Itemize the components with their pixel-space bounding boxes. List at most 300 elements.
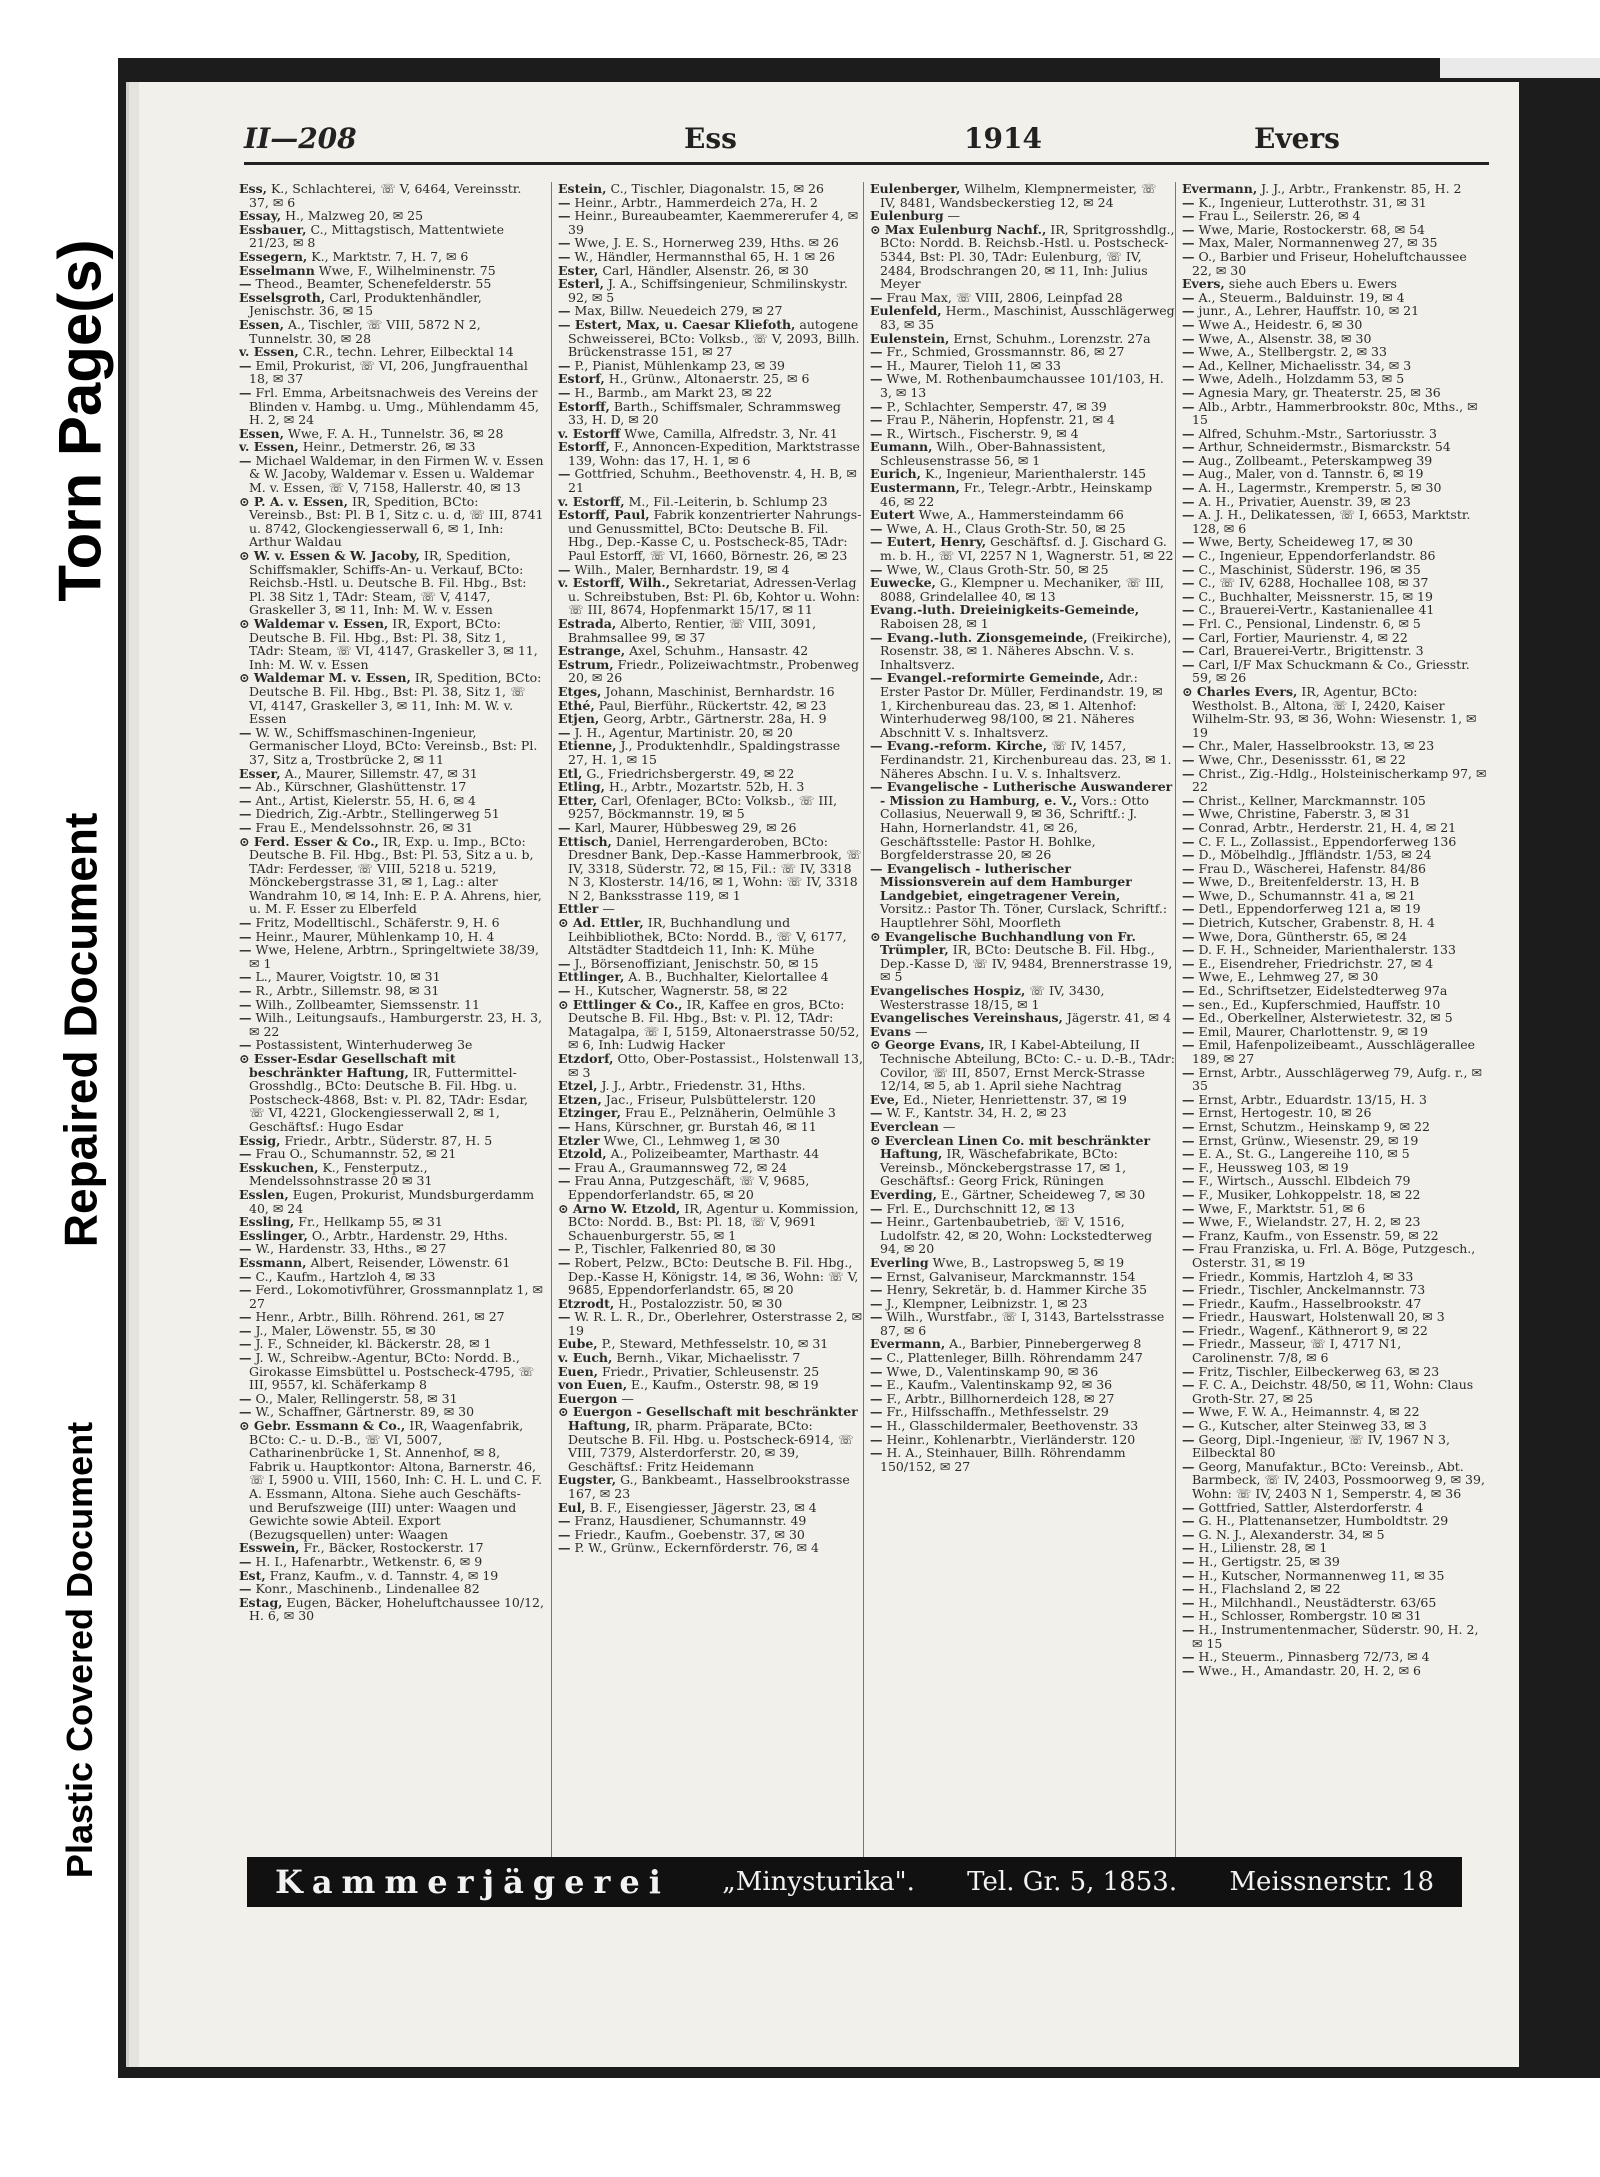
directory-entry (870, 1351, 1175, 1365)
entry-name: — (558, 819, 571, 835)
entry-name: Eutert (870, 507, 915, 523)
entry-name: v. Essen, (239, 439, 299, 455)
entry-name: Evans (870, 1023, 912, 1039)
directory-entry (1182, 1147, 1487, 1161)
entry-details: Georg, Arbtr., Gärtnerstr. 28a, H. 9 (603, 711, 827, 727)
entry-name: — (239, 1241, 252, 1257)
directory-entry (558, 427, 863, 441)
entry-name: Essling, (239, 1214, 295, 1230)
entry-name: Estorff, (558, 398, 610, 414)
directory-entry (558, 970, 863, 984)
entry-details: (Freikirche), Rosenstr. 38, ✉ 1. Näheres Abschn. V. s. Inhaltsverz. (880, 629, 1172, 672)
entry-details: Aug., Maler, von d. Tannstr. 6, ✉ 19 (1198, 466, 1424, 482)
entry-name: — (239, 724, 252, 740)
entry-name: — (1182, 357, 1195, 373)
entry-details: W., Hardenstr. 33, Hths., ✉ 27 (255, 1241, 447, 1257)
entry-details: Friedr., Arbtr., Süderstr. 87, H. 5 (284, 1132, 493, 1148)
entry-details: C., Ingenieur, Eppendorferlandstr. 86 (1198, 548, 1436, 564)
entry-details: Eugen, Prokurist, Mundsburgerdamm 40, ✉ 24 (249, 1186, 535, 1216)
entry-details: Heinr., Kohlenarbtr., Vierländerstr. 120 (886, 1431, 1136, 1447)
entry-details: M., Fil.-Leiterin, b. Schlump 23 (628, 493, 828, 509)
entry-name: — Estert, Max, u. Caesar Kliefoth, (558, 316, 796, 332)
directory-entry (1182, 209, 1487, 223)
directory-entry (1182, 236, 1487, 250)
entry-details: Wwe, D., Valentinskamp 90, ✉ 36 (886, 1363, 1099, 1379)
entry-details: Franz, Kaufm., von Essenstr. 59, ✉ 22 (1198, 1227, 1439, 1243)
directory-entry (558, 1528, 863, 1542)
directory-entry (239, 1405, 544, 1419)
entry-details: Frau Franziska, u. Frl. A. Böge, Putzgesch., Osterstr. 31, ✉ 19 (1192, 1241, 1476, 1270)
directory-entry (239, 1310, 544, 1324)
entry-name: — (1182, 806, 1195, 822)
entry-name: — (1182, 1309, 1195, 1325)
entry-details: H., Barmb., am Markt 23, ✉ 22 (574, 384, 772, 400)
entry-name: Essen, (239, 316, 284, 332)
directory-entry (870, 1215, 1175, 1256)
entry-name: — (870, 1282, 883, 1298)
directory-entry (1182, 454, 1487, 468)
directory-entry (1182, 1134, 1487, 1148)
entry-details: A. H., Lagermstr., Kremperstr. 5, ✉ 30 (1198, 480, 1442, 496)
directory-entry (870, 1405, 1175, 1419)
directory-column-4 (1175, 182, 1487, 1867)
entry-details: Barth., Schiffsmaler, Schrammsweg 33, H. D, ✉ 20 (568, 398, 841, 428)
entry-details: A. H., Privatier, Auenstr. 39, ✉ 23 (1198, 493, 1411, 509)
directory-entry (558, 196, 863, 210)
directory-entry (239, 182, 544, 209)
entry-name: — (1182, 1037, 1195, 1053)
entry-details: Ernst, Schuhm., Lorenzstr. 27a (953, 330, 1151, 346)
entry-details: Heinr., Detmerstr. 26, ✉ 33 (302, 439, 476, 455)
entry-name: — (1182, 765, 1195, 781)
directory-entry (870, 1283, 1175, 1297)
entry-name: — (870, 1350, 883, 1366)
directory-entry (1182, 1582, 1487, 1596)
entry-details: ☏ IV, 1457, Ferdinandstr. 21, Kirchenbureau das. 23, ✉ 1. Näheres Abschn. I u. V. s. Inhaltsverz. (880, 738, 1172, 781)
directory-entry (558, 1351, 863, 1365)
entry-details: IR, Buchhandlung und Leihbibliothek, BCto: Nordd. B., ☏ V, 6177, Altstädter Stadtdeich 11, Inh: K. Mühe (568, 915, 847, 958)
entry-name: Etjen, (558, 711, 600, 727)
entry-name: — (1182, 1105, 1195, 1121)
directory-entry (558, 1242, 863, 1256)
entry-details: H., Flachsland 2, ✉ 22 (1198, 1581, 1341, 1597)
entry-name: — (558, 1241, 571, 1257)
directory-entry (1182, 889, 1487, 903)
directory-entry (239, 277, 544, 291)
directory-entry (1182, 1270, 1487, 1284)
entry-details: Emil, Hafenpolizeibeamt., Ausschlägerallee 189, ✉ 27 (1192, 1037, 1476, 1066)
entry-name: — (1182, 738, 1195, 754)
directory-entry (1182, 1405, 1487, 1419)
directory-entry (239, 549, 544, 617)
entry-details: Wwe, A., Stellbergstr. 2, ✉ 33 (1198, 344, 1387, 360)
entry-name: — (239, 1322, 252, 1338)
entry-name: — (1182, 1608, 1195, 1624)
entry-name: Everding, (870, 1186, 937, 1202)
entry-name: Esselmann (239, 262, 315, 278)
directory-entry (870, 1310, 1175, 1337)
entry-details: Eugen, Bäcker, Hoheluftchaussee 10/12, H. 6, ✉ 30 (249, 1594, 544, 1624)
entry-name: Esskuchen, (239, 1159, 319, 1175)
directory-entry (1182, 1514, 1487, 1528)
directory-entry (558, 400, 863, 427)
entry-name: — (239, 983, 252, 999)
entry-name: — (239, 996, 252, 1012)
entry-details: K., Schlachterei, ☏ V, 6464, Vereinsstr. 37, ✉ 6 (249, 182, 522, 210)
directory-entry (558, 359, 863, 373)
directory-entry (870, 345, 1175, 359)
directory-entry (239, 617, 544, 671)
entry-name: Estrange, (558, 643, 626, 659)
directory-entry (870, 400, 1175, 414)
directory-entry (558, 644, 863, 658)
directory-entry (1182, 794, 1487, 808)
entry-details: Fr., Telegr.-Arbtr., Heinskamp 46, ✉ 22 (880, 480, 1153, 509)
directory-entry (239, 345, 544, 359)
entry-details: H., Glasschildermaler, Beethovenstr. 33 (886, 1418, 1139, 1434)
entry-details: Wwe, E., Lehmweg 27, ✉ 30 (1198, 969, 1379, 985)
entry-name: Eurich, (870, 466, 922, 482)
entry-name: — (1182, 860, 1195, 876)
label-plastic-text: Plastic Covered Document (59, 1421, 101, 1879)
entry-name: — (1182, 1064, 1195, 1080)
entry-details: Max, Billw. Neuedeich 279, ✉ 27 (574, 303, 783, 319)
entry-name: — (870, 1295, 883, 1311)
entry-details: Frl. E., Durchschnitt 12, ✉ 13 (886, 1200, 1075, 1216)
directory-entry (239, 1324, 544, 1338)
directory-entry (1182, 916, 1487, 930)
entry-name: — (1182, 248, 1195, 264)
entry-name: — (1182, 996, 1195, 1012)
entry-name: Essegern, (239, 248, 308, 264)
entry-name: Euwecke, (870, 575, 936, 591)
entry-name: — (239, 779, 252, 795)
directory-entry (239, 835, 544, 917)
entry-details: Ernst, Arbtr., Eduardstr. 13/15, H. 3 (1198, 1091, 1427, 1107)
entry-details: F., Musiker, Lohkoppelstr. 18, ✉ 22 (1198, 1186, 1421, 1202)
entry-details: J. F., Schneider, kl. Bäckerstr. 28, ✉ 1 (255, 1336, 492, 1352)
entry-details: C.R., techn. Lehrer, Eilbecktal 14 (302, 344, 514, 360)
entry-details: Conrad, Arbtr., Herderstr. 21, H. 4, ✉ 21 (1198, 819, 1457, 835)
entry-details: E., Kaufm., Osterstr. 98, ✉ 19 (631, 1377, 819, 1393)
entry-name: — (1182, 1322, 1195, 1338)
directory-entry (239, 264, 544, 278)
entry-details: autogene Schweisserei, BCto: Volksb., ☏ V, 2093, Billh. Brückenstrasse 151, ✉ 27 (568, 316, 860, 360)
entry-name: Etienne, (558, 738, 617, 754)
entry-details: L., Maurer, Voigtstr. 10, ✉ 31 (255, 969, 441, 985)
entry-name: Etzen, (558, 1091, 602, 1107)
entry-details: — (947, 208, 961, 224)
directory-entry (239, 807, 544, 821)
directory-entry (239, 440, 544, 454)
entry-details: K., Fensterputz., Mendelssohnstrasse 20 ✉ 31 (249, 1159, 433, 1189)
entry-name: — (870, 1445, 883, 1461)
entry-name: — (558, 1173, 571, 1189)
advertisement-banner (247, 1857, 1462, 1907)
label-repaired-text: Repaired Document (54, 812, 106, 1248)
entry-name: — (1182, 1404, 1195, 1420)
directory-entry (239, 1229, 544, 1243)
directory-entry (1182, 1106, 1487, 1120)
entry-details: E., Kaufm., Valentinskamp 92, ✉ 36 (886, 1377, 1113, 1393)
entry-name: — (558, 955, 571, 971)
entry-details: Geschäftsf. d. J. Gischard G. m. b. H., ☏ VI, 2257 N 1, Wagnerstr. 51, ✉ 22 (880, 534, 1174, 564)
entry-details: Chr., Maler, Hasselbrookstr. 13, ✉ 23 (1198, 738, 1435, 754)
entry-name: — (1182, 480, 1195, 496)
entry-details: Wwe, A. H., Claus Groth-Str. 50, ✉ 25 (886, 520, 1126, 536)
entry-details: Wilh., Zollbeamter, Siemssenstr. 11 (255, 996, 480, 1012)
entry-details: ☏ IV, 3430, Westerstrasse 18/15, ✉ 1 (880, 983, 1105, 1012)
directory-entry (558, 1134, 863, 1148)
directory-entry (870, 427, 1175, 441)
entry-details: Frau L., Seilerstr. 26, ✉ 4 (1198, 208, 1361, 224)
entry-details: Carl, I/F Max Schuckmann & Co., Griesstr. 59, ✉ 26 (1192, 656, 1470, 686)
entry-details: Robert, Pelzw., BCto: Deutsche B. Fil. Hbg., Dep.-Kasse H, Königstr. 14, ✉ 36, Wohn: ☏ V, 9685, Eppendorferlandstr. 65, ✉ 20 (568, 1254, 859, 1298)
entry-details: IR, Futtermittel-Grosshdlg., BCto: Deutsche B. Fil. Hbg. u. Postscheck-4868, Bst: v. Pl. 82, TAdr: Esdar, ☏ VI, 4221, Glockengiesserwall 2, ✉ 1, Geschäftsf.: Hugo Esdar (249, 1064, 529, 1134)
directory-entry (1182, 535, 1487, 549)
directory-entry (1182, 291, 1487, 305)
entry-details: Heinr., Arbtr., Hammerdeich 27a, H. 2 (574, 194, 818, 210)
directory-entry (1182, 1596, 1487, 1610)
entry-details: Wwe, Cl., Lehmweg 1, ✉ 30 (603, 1132, 780, 1148)
directory-entry (1182, 576, 1487, 590)
directory-column-1 (239, 182, 544, 1867)
entry-details: Friedr., Masseur, ☏ I, 4717 N1, Carolinenstr. 7/8, ✉ 6 (1192, 1336, 1402, 1366)
entry-name: — (1182, 928, 1195, 944)
directory-entry (239, 916, 544, 930)
directory-entry (870, 413, 1175, 427)
entry-name: — (870, 1105, 883, 1121)
directory-entry (1182, 400, 1487, 427)
directory-entry (870, 291, 1175, 305)
entry-name: — (1182, 575, 1195, 591)
entry-details: Axel, Schuhm., Hansastr. 42 (629, 643, 809, 659)
entry-name: Eugster, (558, 1472, 617, 1488)
directory-entry (1182, 549, 1487, 563)
entry-details: Wwe, Marie, Rostockerstr. 68, ✉ 54 (1198, 221, 1425, 237)
entry-details: W. F., Kantstr. 34, H. 2, ✉ 23 (886, 1105, 1067, 1121)
entry-details: IR, I Kabel-Abteilung, II Technische Abteilung, BCto: C.- u. D.-B., TAdr: Covilor, ☏ III, 8507, Ernst Merck-Strasse 12/14, ✉ 5, ab 1. April siehe Nachtrag (880, 1037, 1175, 1094)
directory-entry (558, 508, 863, 562)
entry-name: — (1182, 1418, 1195, 1434)
directory-entry (1182, 1025, 1487, 1039)
entry-name: — (1182, 561, 1195, 577)
directory-entry (870, 481, 1175, 508)
entry-details: F., Annoncen-Expedition, Marktstrasse 139, Wohn: das 17, H. 1, ✉ 6 (568, 439, 860, 468)
directory-entry (239, 209, 544, 223)
directory-entry (1182, 495, 1487, 509)
entry-name: — (558, 1540, 571, 1556)
directory-entry (239, 1134, 544, 1148)
directory-page (126, 82, 1519, 2067)
entry-name: — (1182, 1363, 1195, 1379)
directory-entry (870, 739, 1175, 780)
entry-name: — (239, 452, 252, 468)
entry-name: — (1182, 1146, 1195, 1162)
directory-entry (870, 1270, 1175, 1284)
directory-entry (870, 1025, 1175, 1039)
directory-entry (1182, 970, 1487, 984)
entry-details: Wwe, A., Alsenstr. 38, ✉ 30 (1198, 330, 1372, 346)
directory-entry (1182, 1555, 1487, 1569)
entry-name: Estrada, (558, 616, 617, 631)
directory-entry (239, 1147, 544, 1161)
entry-details: Fr., Hilfsschaffn., Methfesselstr. 29 (886, 1404, 1109, 1420)
directory-entry (870, 372, 1175, 399)
entry-details: C., Kaufm., Hartzloh 4, ✉ 33 (255, 1268, 436, 1284)
directory-entry (1182, 250, 1487, 277)
directory-entry (870, 1446, 1175, 1473)
directory-entry (870, 467, 1175, 481)
entry-details: — (915, 1023, 928, 1039)
entry-details: Vorsitz.: Pastor Th. Töner, Curslack, Schriftf.: Hauptlehrer Söhl, Moorfleth (880, 901, 1168, 931)
entry-details: Herm., Maschinist, Ausschlägerweg 83, ✉ 35 (880, 303, 1175, 332)
entry-name: Esterl, (558, 276, 604, 292)
entry-name: Ess, (239, 182, 267, 196)
directory-entry (558, 1501, 863, 1515)
entry-name: ⊙ Ferd. Esser & Co., (239, 833, 379, 849)
entry-details: W., Schaffner, Gärtnerstr. 89, ✉ 30 (255, 1404, 475, 1420)
directory-entry (1182, 1229, 1487, 1243)
entry-details: J. H., Agentur, Martinistr. 20, ✉ 20 (574, 724, 793, 740)
directory-entry (1182, 1433, 1487, 1460)
entry-details: P., Pianist, Mühlenkamp 23, ✉ 39 (574, 357, 785, 373)
entry-name: — (870, 1431, 883, 1447)
entry-name: — (1182, 792, 1195, 808)
directory-entry (558, 440, 863, 467)
directory-entry (1182, 277, 1487, 291)
directory-entry (239, 1337, 544, 1351)
entry-name: ⊙ P. A. v. Essen, (239, 493, 348, 509)
entry-name: — Evangelisch - lutherischer Missionsverein auf dem Hamburger Landgebiet, eingetragener Verein, (870, 860, 1132, 903)
directory-entry (558, 372, 863, 386)
directory-entry (1182, 984, 1487, 998)
entry-details: Dietrich, Kutscher, Grabenstr. 8, H. 4 (1198, 915, 1435, 931)
entry-name: ⊙ Arno W. Etzold, (558, 1200, 681, 1216)
entry-name: Evers, (1182, 276, 1225, 292)
entry-details: Frau A., Graumannsweg 72, ✉ 24 (574, 1159, 788, 1175)
entry-details: H., Steuerm., Pinnasberg 72/73, ✉ 4 (1198, 1649, 1430, 1665)
directory-entry (239, 1569, 544, 1583)
entry-name: — (1182, 194, 1195, 210)
entry-name: — (1182, 1159, 1195, 1175)
directory-entry (558, 1106, 863, 1120)
entry-details: Wwe, F. A. H., Tunnelstr. 36, ✉ 28 (287, 425, 504, 441)
directory-entry (1182, 196, 1487, 210)
entry-details: J., Maler, Löwenstr. 55, ✉ 30 (255, 1322, 436, 1338)
entry-details: H., Kutscher, Normannenweg 11, ✉ 35 (1198, 1567, 1445, 1583)
entry-details: Wwe, Adelh., Holzdamm 53, ✉ 5 (1198, 371, 1405, 387)
directory-entry (1182, 1609, 1487, 1623)
entry-details: Ernst, Grünw., Wiesenstr. 29, ✉ 19 (1198, 1132, 1419, 1148)
directory-entry (239, 1052, 544, 1134)
entry-name: — (239, 969, 252, 985)
entry-name: — (1182, 1553, 1195, 1569)
entry-details: Fritz, Modelltischl., Schäferstr. 9, H. 6 (255, 915, 500, 931)
directory-entry (558, 1147, 863, 1161)
directory-entry (1182, 1066, 1487, 1093)
entry-name: — (1182, 1581, 1195, 1597)
directory-entry (558, 617, 863, 644)
entry-details: P., Schlachter, Semperstr. 47, ✉ 39 (886, 398, 1107, 414)
directory-entry (558, 902, 863, 916)
directory-entry (239, 1283, 544, 1310)
scan-corner (1440, 58, 1600, 78)
directory-entry (1182, 590, 1487, 604)
directory-entry (1182, 359, 1487, 373)
entry-details: Daniel, Herrengarderoben, BCto: Dresdner Bank, Dep.-Kasse Hammerbrook, ☏ IV, 3318, Süderstr. 72, ✉ 15, Fil.: ☏ IV, 3318 N 3, Klosterstr. 14/16, ✉ 1, Wohn: ☏ IV, 3318 N 2, Banksstrasse 119, ✉ 1 (568, 833, 862, 903)
directory-entry (239, 794, 544, 808)
entry-details: K., Marktstr. 7, H. 7, ✉ 6 (311, 248, 469, 264)
entry-details: P. W., Grünw., Eckernförderstr. 76, ✉ 4 (574, 1540, 819, 1556)
directory-entry (558, 386, 863, 400)
directory-entry (1182, 481, 1487, 495)
entry-details: J., Produktenhdlr., Spaldingstrasse 27, H. 1, ✉ 15 (568, 738, 841, 767)
entry-name: Eumann, (870, 439, 933, 455)
directory-entry (870, 1011, 1175, 1025)
directory-entry (870, 332, 1175, 346)
entry-details: Fr., Hellkamp 55, ✉ 31 (298, 1214, 443, 1230)
directory-entry (1182, 617, 1487, 631)
entry-details: Frau Max, ☏ VIII, 2806, Leinpfad 28 (886, 289, 1123, 305)
entry-name: — (1182, 425, 1195, 441)
entry-name: — (239, 1268, 252, 1284)
entry-details: IR, pharm. Präparate, BCto: Deutsche B. Fil. Hbg. u. Postscheck-6914, ☏ VIII, 7379, Alsterdorferstr. 20, ✉ 39, Geschäftsf.: Fritz Heidemann (568, 1418, 854, 1474)
entry-name: Estorff, Paul, (558, 507, 650, 523)
directory-entry (1182, 1378, 1487, 1405)
entry-name: — (239, 1282, 252, 1298)
directory-entry (558, 699, 863, 713)
entry-details: Fritz, Tischler, Eilbeckerweg 63, ✉ 23 (1198, 1363, 1440, 1379)
directory-entry (870, 1378, 1175, 1392)
entry-details: Friedr., Kaufm., Hasselbrookstr. 47 (1198, 1295, 1422, 1311)
directory-entry (558, 916, 863, 957)
entry-name: — (1182, 751, 1195, 767)
entry-name: — Evangel.-reformirte Gemeinde, (870, 670, 1104, 686)
entry-details: Aug., Zollbeamt., Peterskampweg 39 (1198, 452, 1433, 468)
entry-details: Alb., Arbtr., Hammerbrookstr. 80c, Mths., ✉ 15 (1192, 398, 1478, 428)
directory-entry (1182, 440, 1487, 454)
directory-entry (1182, 1093, 1487, 1107)
entry-name: — (1182, 1173, 1195, 1189)
entry-details: IR, Spedition, BCto: Vereinsb., Bst: Pl. B 1, Sitz c. u. d, ☏ III, 8741 u. 8742, Glockengiesserwall 6, ✉ 1, Inh: Arthur Waldau (249, 493, 544, 550)
entry-details: Carl, Händler, Alsenstr. 26, ✉ 30 (602, 262, 809, 278)
entry-name: — (1182, 452, 1195, 468)
entry-name: — (1182, 344, 1195, 360)
entry-name: — (239, 792, 252, 808)
entry-name: — Eutert, Henry, (870, 534, 987, 550)
directory-entry (558, 1310, 863, 1337)
directory-entry (239, 1242, 544, 1256)
directory-entry (870, 671, 1175, 739)
directory-entry (870, 780, 1175, 862)
entry-details: IR, Spedition, BCto: Deutsche B. Fil. Hbg., Bst: Pl. 38, Sitz 1, ☏ VI, 4147, Graskeller 3, ✉ 11, Inh: M. W. v. Essen (249, 670, 542, 727)
directory-entry (1182, 467, 1487, 481)
directory-entry (239, 943, 544, 970)
entry-name: Esser, (239, 765, 281, 781)
entry-name: Esslen, (239, 1186, 289, 1202)
entry-details: H., Lilienstr. 28, ✉ 1 (1198, 1540, 1328, 1556)
entry-name: Estorf, (558, 371, 605, 387)
entry-name: — (870, 1363, 883, 1379)
entry-details: Wwe, F. W. A., Heimannstr. 4, ✉ 22 (1198, 1404, 1420, 1420)
entry-name: — (1182, 235, 1195, 251)
directory-entry (1182, 1365, 1487, 1379)
entry-details: H., Postalozzistr. 50, ✉ 30 (618, 1295, 783, 1311)
directory-entry (558, 1256, 863, 1297)
entry-name: — (1182, 969, 1195, 985)
entry-name: — (870, 425, 883, 441)
